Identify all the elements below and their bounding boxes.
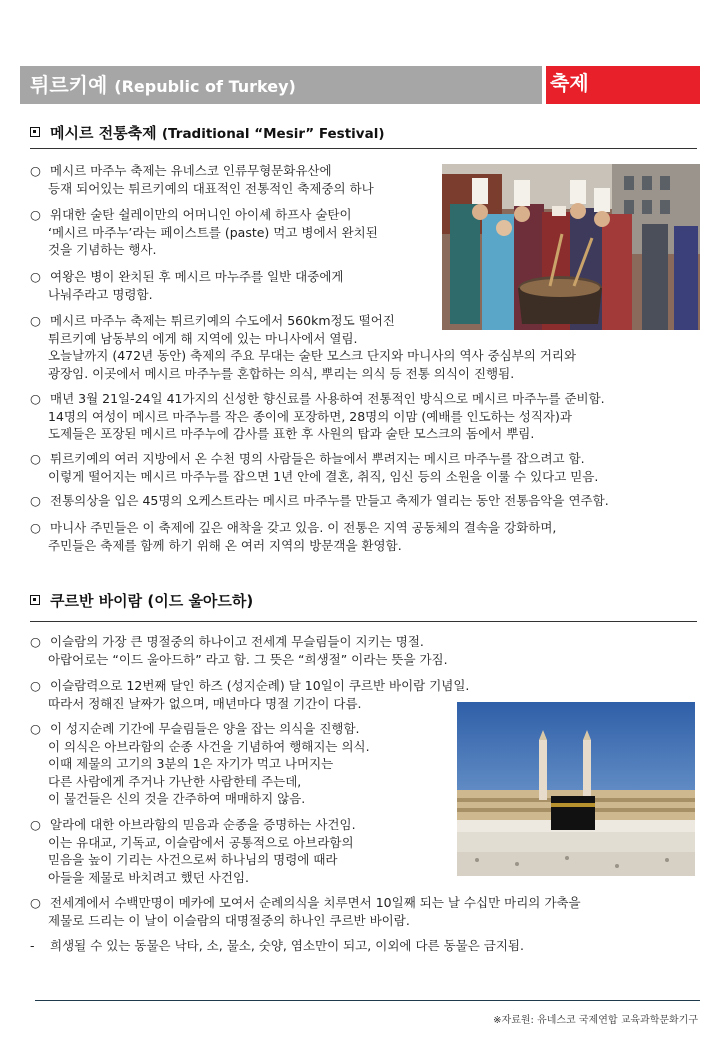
section1-title-en: (Traditional “Mesir” Festival) [161,126,385,142]
circle-bullet-icon: ○ [30,895,41,910]
text-line: 이슬람의 가장 큰 명절중의 하나이고 전세계 무슬림들이 지키는 명절. [50,634,424,649]
text-line: 아랍어로는 “이드 울아드하” 라고 함. 그 뜻은 “희생절” 이라는 뜻을 가짐. [48,651,448,667]
circle-bullet-icon: ○ [30,451,41,466]
section1-item-5 [30,390,605,443]
text-line: ‘메시르 마주누’라는 페이스트를 (paste) 먹고 병에서 완치된 [48,224,378,240]
country-en: (Republic of Turkey) [114,77,296,96]
text-line: 믿음을 높이 기리는 사건으로써 하나님의 명령에 때라 [48,852,338,867]
section2-title [30,590,253,611]
country-ko: 튀르키예 [30,73,108,97]
section1-item-6 [30,450,598,485]
circle-bullet-icon: ○ [30,634,41,649]
text-line: 이슬람력으로 12번째 달인 하즈 (성지순례) 달 10일이 쿠르반 바이람 기념일. [50,678,470,693]
text-line: 이는 유대교, 기독교, 이슬람에서 공통적으로 아브라함의 [48,834,354,850]
text-line: 따라서 정해진 날짜가 없으며, 매년마다 명절 기간이 다름. [48,695,362,711]
source-note: ※자료원: 유네스코 국제연합 교육과학문화기구 [493,1015,698,1026]
text-line: 희생될 수 있는 동물은 낙타, 소, 물소, 숫양, 염소만이 되고, 이외에 다른 동물은 금지됨. [50,938,524,953]
circle-bullet-icon: ○ [30,269,41,284]
circle-bullet-icon: ○ [30,163,41,178]
text-line: 이 의식은 아브라함의 순종 사건을 기념하여 행해지는 의식. [48,738,370,754]
text-line: 도제들은 포장된 메시르 마주누에 감사를 표한 후 사원의 탑과 술탄 모스크의 돔에서 뿌림. [48,426,535,441]
header-bar [20,66,700,104]
footer-rule [35,1000,700,1001]
circle-bullet-icon: ○ [30,493,41,508]
text-line: 여왕은 병이 완치된 후 메시르 마누주를 일반 대중에게 [50,269,344,284]
text-line: 등재 되어있는 튀르키예의 대표적인 전통적인 축제중의 하나 [48,180,374,196]
text-line: 아들을 제물로 바치려고 했던 사건임. [48,869,249,885]
section2-item-6 [30,937,524,955]
text-line: 것을 기념하는 행사. [48,242,157,257]
text-line: 이때 제물의 고기의 3분의 1은 자기가 먹고 나머지는 [48,756,334,771]
section2-item-5 [30,894,581,929]
text-line: 알라에 대한 아브라함의 믿음과 순종을 증명하는 사건임. [50,817,356,832]
section2-item-3 [30,720,370,808]
text-line: 주민들은 축제를 함께 하기 위해 온 여러 지역의 방문객을 환영함. [48,537,402,553]
text-line: 전통의상을 입은 45명의 오케스트라는 메시르 마주누를 만들고 축제가 열리는 동안 전통음악을 연주함. [50,493,609,508]
square-bullet-icon [30,595,40,605]
section2-item-1 [30,633,448,668]
text-line: 14명의 여성이 메시르 마주누를 작은 종이에 포장하면, 28명의 이맘 (예배를 인도하는 성직자)과 [48,408,572,424]
text-line: 오늘날까지 (472년 동안) 축제의 주요 무대는 술탄 모스크 단지와 마니사의 역사 중심부의 거리와 [48,348,577,363]
section1-item-3 [30,268,343,303]
section2-title-text: 쿠르반 바이람 (이드 울아드하) [50,592,254,610]
header-country [20,66,542,104]
text-line: 제물로 드리는 이 날이 이슬람의 대명절중의 하나인 쿠르반 바이람. [48,912,410,928]
circle-bullet-icon: ○ [30,817,41,832]
circle-bullet-icon: ○ [30,313,41,328]
text-line: 메시르 마주누 축제는 유네스코 인류무형문화유산에 [50,163,332,178]
text-line: 매년 3월 21일-24일 41가지의 신성한 향신료를 사용하여 전통적인 방식으로 메시르 마주누를 준비함. [50,391,605,406]
mecca-photo [457,702,695,876]
section1-title [30,122,385,143]
circle-bullet-icon: ○ [30,520,41,535]
section2-item-2 [30,677,469,712]
section2-item-4 [30,816,356,886]
text-line: 마니사 주민들은 이 축제에 깊은 애착을 갖고 있음. 이 전통은 지역 공동체의 결속을 강화하며, [50,520,557,535]
text-line: 나눠주라고 명령함. [48,286,153,302]
section1-item-8 [30,519,556,554]
text-line: 전세계에서 수백만명이 메카에 모여서 순례의식을 치루면서 10일째 되는 날 수십만 마리의 가축을 [50,895,581,910]
section1-rule [30,148,697,149]
text-line: 다른 사람에게 주거나 가난한 사람한테 주는데, [48,773,302,789]
text-line: 위대한 술탄 쉴레이만의 어머니인 아이셰 하프사 술탄이 [50,207,352,222]
text-line: 튀르키예 남동부의 에게 해 지역에 있는 마니사에서 열림. [48,330,358,346]
circle-bullet-icon: ○ [30,721,41,736]
text-line: 광장임. 이곳에서 메시르 마주누를 혼합하는 의식, 뿌리는 의식 등 전통 의식이 진행됨. [48,365,515,381]
section1-title-ko: 메시르 전통축제 [50,124,157,142]
text-line: 이 물건들은 신의 것을 간주하여 매매하지 않음. [48,791,306,806]
header-category: 축제 [546,66,700,104]
festival-photo [442,164,700,330]
text-line: 이 성지순례 기간에 무슬림들은 양을 잡는 의식을 진행함. [50,721,360,736]
circle-bullet-icon: ○ [30,678,41,693]
section1-item-1 [30,162,374,197]
section2-rule [30,621,697,622]
section1-item-2 [30,206,378,259]
circle-bullet-icon: ○ [30,391,41,406]
section1-item-7 [30,492,609,510]
text-line: 튀르키예의 여러 지방에서 온 수천 명의 사람들은 하늘에서 뿌려지는 메시르 마주누를 잡으려고 함. [50,451,585,466]
square-bullet-icon [30,127,40,137]
dash-bullet-icon: - [30,938,35,953]
circle-bullet-icon: ○ [30,207,41,222]
text-line: 이렇게 떨어지는 메시르 마주누를 잡으면 1년 안에 결혼, 취직, 임신 등의 소원을 이룰 수 있다고 믿음. [48,468,599,484]
text-line: 메시르 마주누 축제는 튀르키예의 수도에서 560km정도 떨어진 [50,313,395,328]
